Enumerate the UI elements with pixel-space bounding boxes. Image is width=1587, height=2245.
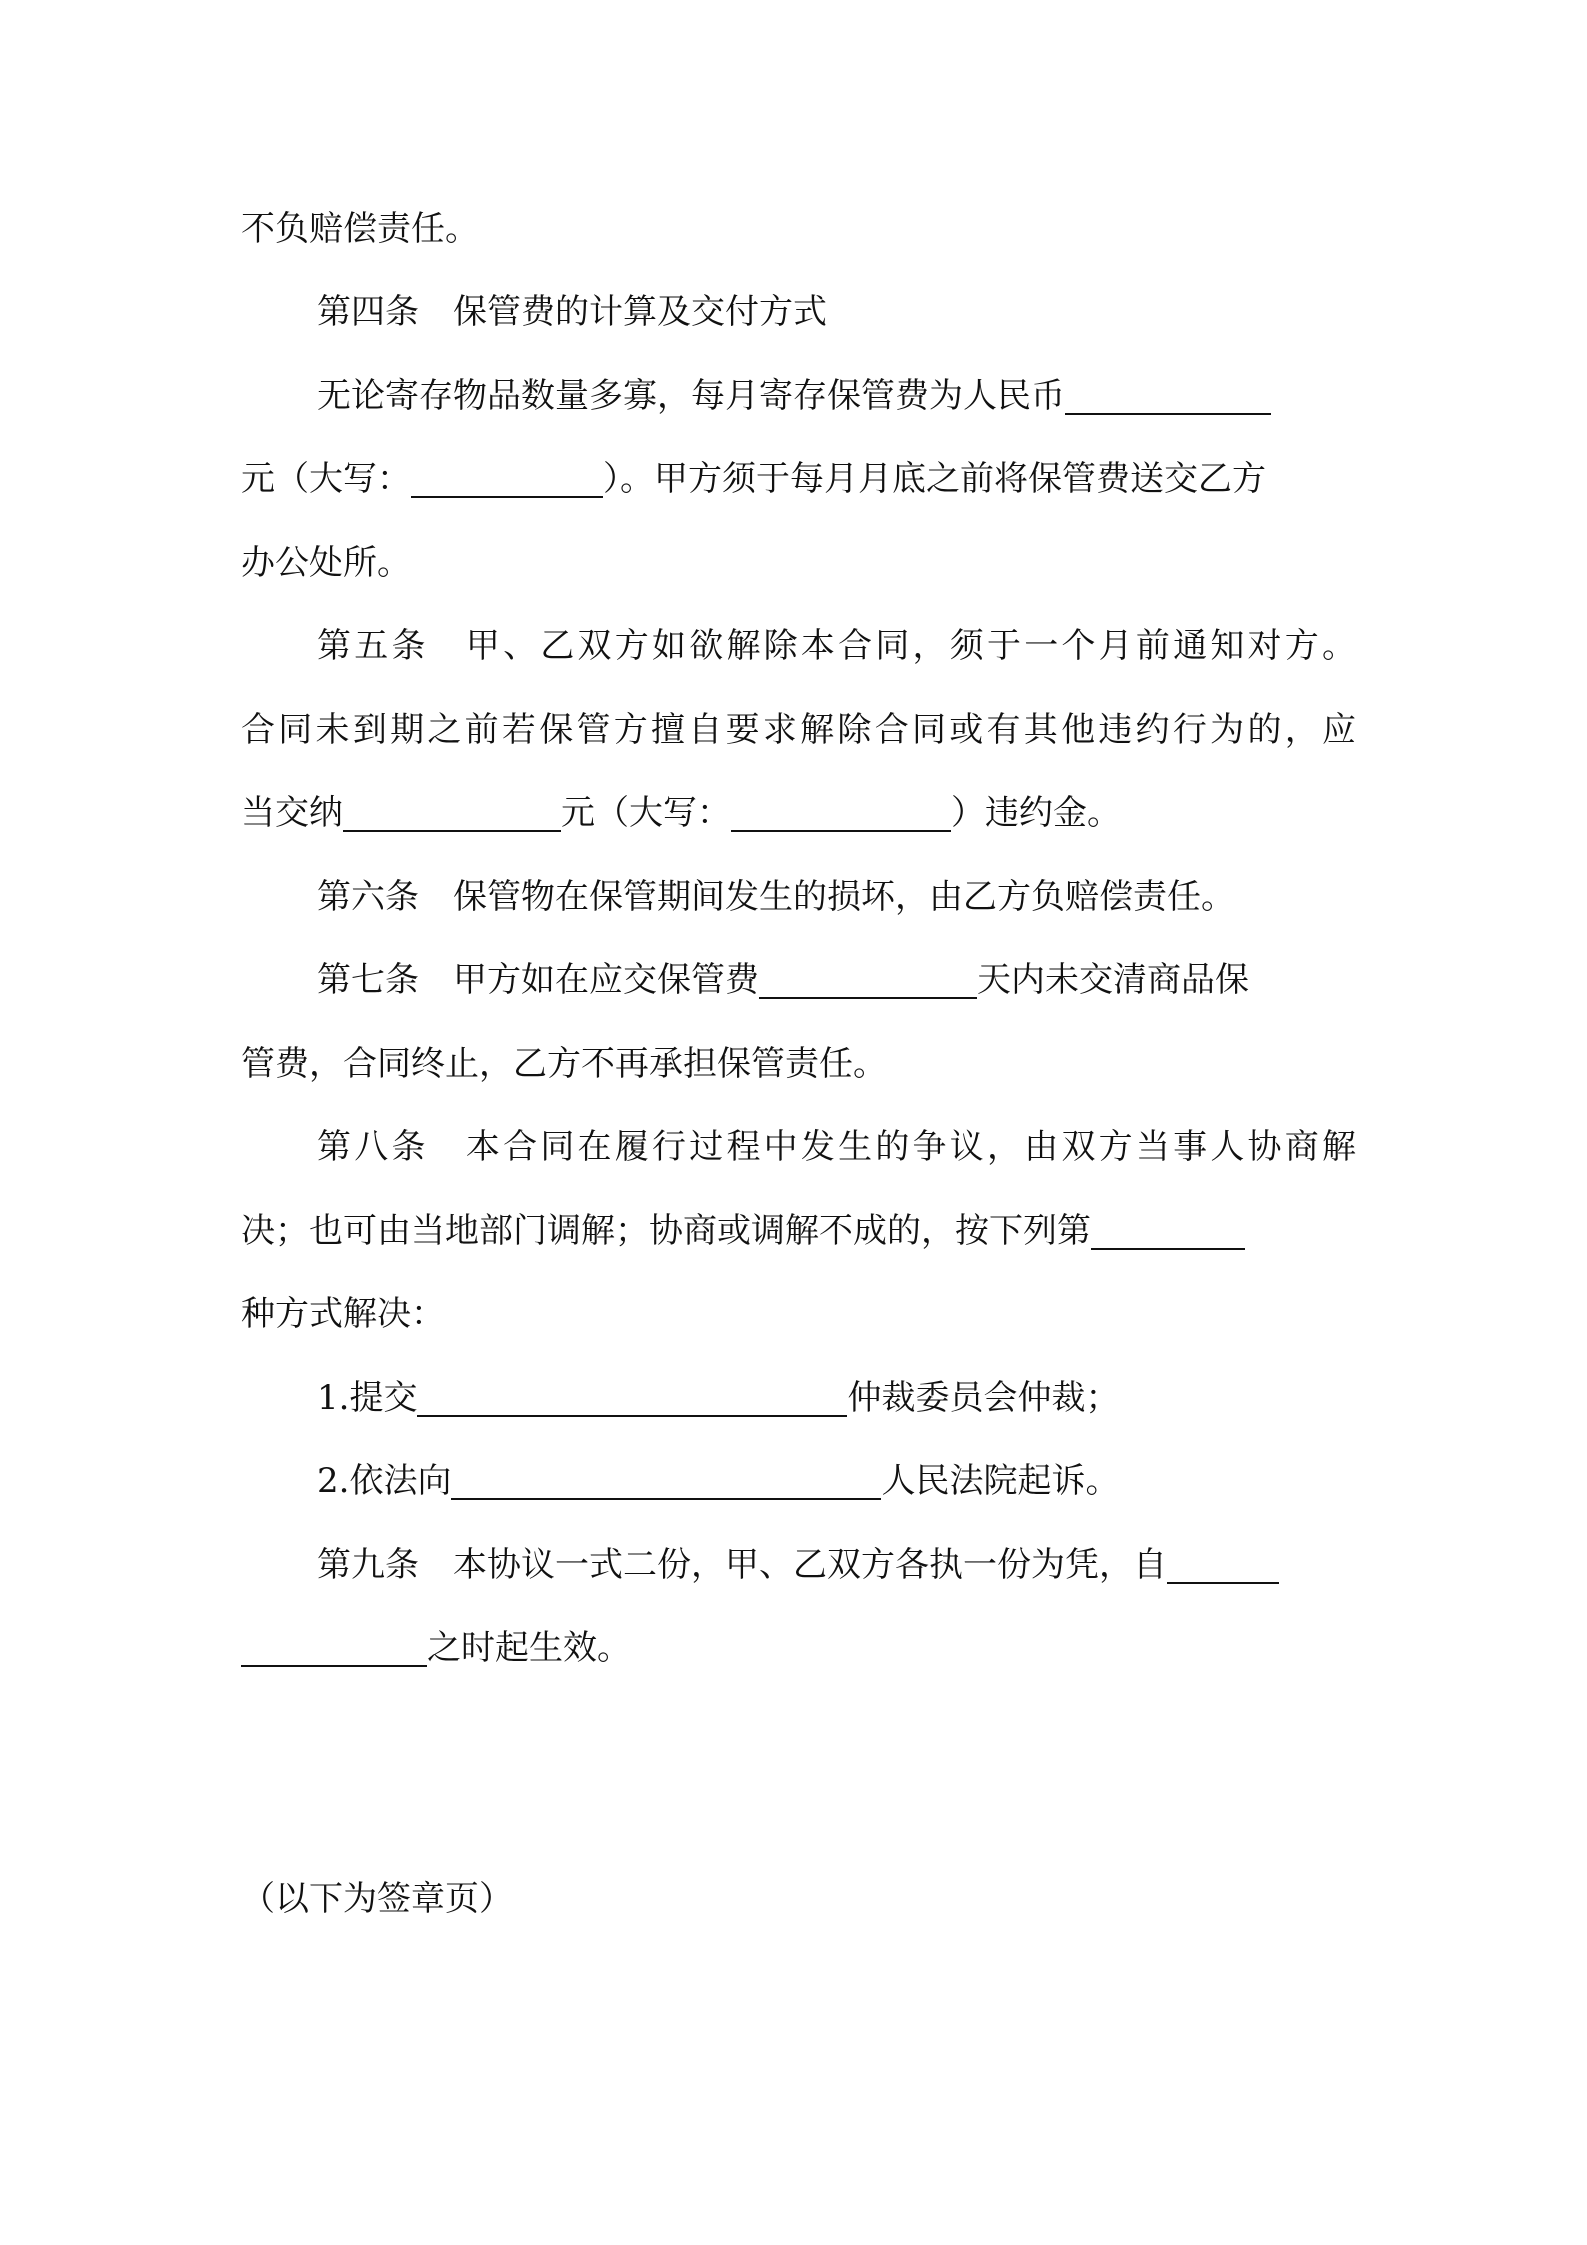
- article-number: 第七条: [317, 960, 419, 1000]
- article-8-line-1: [317, 1123, 1356, 1171]
- text: 1.提交: [317, 1378, 418, 1418]
- text: 仲裁委员会仲裁；: [847, 1378, 1120, 1418]
- text: 保管物在保管期间发生的损坏，由乙方负赔偿责任。: [453, 877, 1235, 917]
- fill-blank-resolution-method[interactable]: [1091, 1212, 1245, 1250]
- text: 2.依法向: [317, 1461, 452, 1501]
- article-number: 第四条: [317, 292, 419, 332]
- article-8-line-3: [241, 1290, 445, 1338]
- text: 本合同在履行过程中发生的争议，由双方当事人协商解: [462, 1127, 1357, 1167]
- text: 元（大写：: [561, 793, 731, 833]
- article-9-line-1: [317, 1541, 1279, 1589]
- article-number: 第八条: [317, 1127, 429, 1167]
- article-4-line-1: [317, 372, 1271, 420]
- fill-blank-days[interactable]: [759, 961, 977, 999]
- option-2: [317, 1457, 1119, 1505]
- article-7-line-2: [241, 1040, 887, 1088]
- text: 管费，合同终止，乙方不再承担保管责任。: [241, 1044, 887, 1084]
- text: （以下为签章页）: [241, 1879, 513, 1919]
- fill-blank-arbitration-committee[interactable]: [417, 1379, 847, 1417]
- text: ）违约金。: [951, 793, 1121, 833]
- text: 元（大写：: [241, 459, 411, 499]
- article-4-line-3: [241, 539, 411, 587]
- paragraph-line: [241, 205, 479, 253]
- text: 当交纳: [241, 793, 343, 833]
- article-number: 第六条: [317, 877, 419, 917]
- text: 办公处所。: [241, 543, 411, 583]
- article-5-line-1: [317, 622, 1356, 670]
- article-4-heading: [317, 288, 827, 336]
- text: 不负赔偿责任。: [241, 209, 479, 249]
- article-5-line-3: [241, 789, 1121, 837]
- fill-blank-penalty[interactable]: [343, 794, 561, 832]
- text: 甲、乙双方如欲解除本合同，须于一个月前通知对方。: [462, 626, 1357, 666]
- text: 无论寄存物品数量多寡，每月寄存保管费为人民币: [317, 376, 1065, 416]
- signature-page-note: [241, 1875, 513, 1923]
- text: 本协议一式二份，甲、乙双方各执一份为凭，自: [453, 1545, 1167, 1585]
- text: 人民法院起诉。: [881, 1461, 1120, 1501]
- option-1: [317, 1374, 1119, 1422]
- article-5-line-2: [241, 706, 1356, 754]
- fill-blank-penalty-uppercase[interactable]: [731, 794, 951, 832]
- text: ）。甲方须于每月月底之前将保管费送交乙方: [603, 459, 1266, 499]
- article-number: 第五条: [317, 626, 429, 666]
- article-7-line-1: [317, 956, 1249, 1004]
- text: 合同未到期之前若保管方擅自要求解除合同或有其他违约行为的，应: [241, 710, 1356, 750]
- text: 决；也可由当地部门调解；协商或调解不成的，按下列第: [241, 1211, 1091, 1251]
- article-6-line-1: [317, 873, 1235, 921]
- text: 之时起生效。: [427, 1628, 631, 1668]
- article-8-line-2: [241, 1207, 1245, 1255]
- text: 天内未交清商品保: [977, 960, 1249, 1000]
- fill-blank-court[interactable]: [451, 1462, 881, 1500]
- article-title: 保管费的计算及交付方式: [453, 292, 827, 332]
- article-4-line-2: [241, 455, 1266, 503]
- article-9-line-2: [241, 1624, 631, 1672]
- fill-blank-monthly-fee[interactable]: [1065, 377, 1271, 415]
- fill-blank-effective-date-a[interactable]: [1167, 1546, 1279, 1584]
- article-number: 第九条: [317, 1545, 419, 1585]
- text: 甲方如在应交保管费: [453, 960, 759, 1000]
- text: 种方式解决：: [241, 1294, 445, 1334]
- fill-blank-effective-date-b[interactable]: [241, 1629, 427, 1667]
- fill-blank-monthly-fee-uppercase[interactable]: [411, 460, 603, 498]
